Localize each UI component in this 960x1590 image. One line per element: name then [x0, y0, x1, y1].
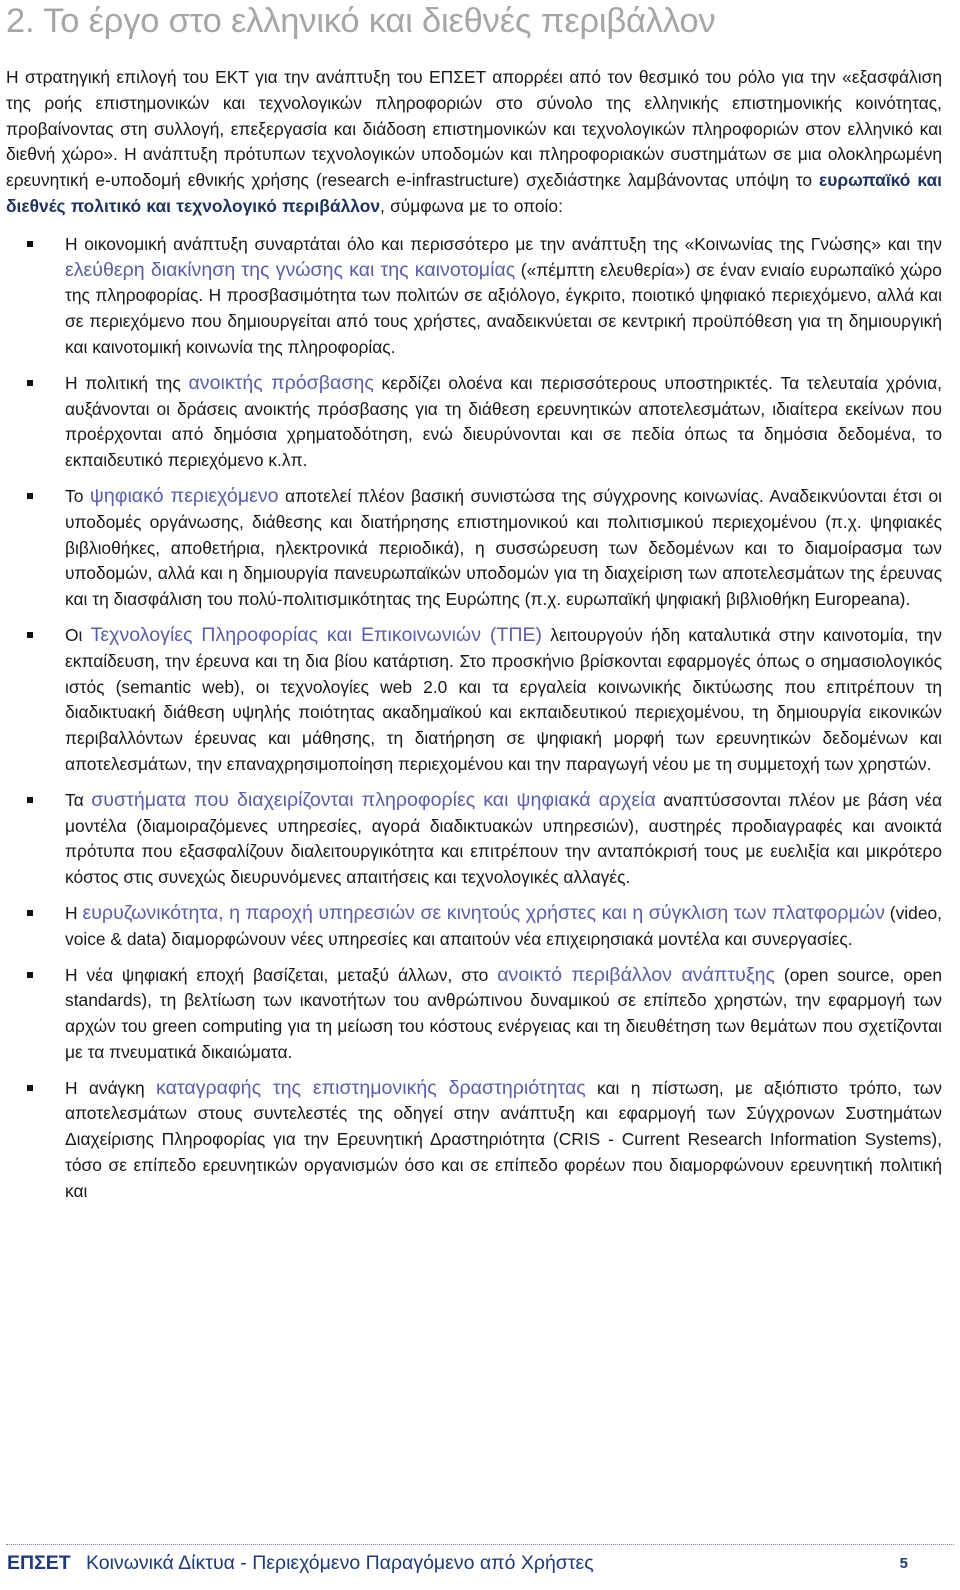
bullet-highlight: ευρυζωνικότητα, η παροχή υπηρεσιών σε κινητούς χρήστες και η σύγκλιση των πλατφορμών — [82, 901, 885, 924]
square-bullet-icon — [27, 797, 33, 803]
section-heading: 2. Το έργο στο ελληνικό και διεθνές περιβάλλον — [6, 2, 716, 40]
square-bullet-icon — [27, 493, 33, 499]
bullet-text: Η πολιτική της — [65, 372, 189, 393]
square-bullet-icon — [27, 1085, 33, 1091]
footer-subtitle: Κοινωνικά Δίκτυα - Περιεχόμενο Παραγόμενο από Χρήστες — [86, 1552, 594, 1574]
intro-bold-phrase: ευρωπαϊκό και διεθνές πολιτικό και τεχνολογικό περιβάλλον — [6, 170, 943, 216]
page-number: 5 — [899, 1555, 908, 1572]
document-page — [6, 0, 942, 1215]
bullet-highlight: ανοικτής πρόσβασης — [188, 371, 374, 394]
bullet-text: Η — [65, 902, 83, 923]
bullet-text: (open source, open standards), τη βελτίωση των ικανοτήτων του ανθρώπινου δυναμικού σε επίπεδο χρηστών, την εφαρμογή των αρχών του green computing για τη μείωση του κόστους ενέργειας και τη διευθέτηση των θεμάτων που σχετίζονται με τα πνευματικά δικαιώματα. — [65, 964, 943, 1062]
bullet-text: Η οικονομική ανάπτυξη συναρτάται όλο και περισσότερο με την ανάπτυξη της «Κοινωνίας της Γνώσης» και την — [65, 233, 942, 254]
bullet-highlight: ανοικτό περιβάλλον ανάπτυξης — [497, 963, 775, 986]
bullet-text: Το — [65, 485, 90, 506]
bullet-text: («πέμπτη ελευθερία») σε έναν ενιαίο ευρωπαϊκό χώρο της πληροφορίας. Η προσβασιμότητα των πολιτών σε αξιόλογο, έγκριτο, ποιοτικό ψηφιακό περιεχόμενο, αλλά και σε περιεχόμενο που δημιουργείται από τους χρήστες, αναδεικνύεται σε κεντρική προϋπόθεση για τη δημιουργική και καινοτομική κοινωνία της πληροφορίας. — [65, 259, 942, 357]
bullet-item-4 — [6, 623, 942, 778]
intro-paragraph — [6, 65, 942, 220]
intro-text: Η στρατηγική επιλογή του ΕΚΤ για την ανάπτυξη του ΕΠΣΕΤ απορρέει από τον θεσμικό του ρόλο για την «εξασφάλιση της ροής επιστημονικών και τεχνολογικών πληροφοριών στο σύνολο της ελληνικής επιστημονικής κοινότητας, προβαίνοντας στη συλλογή, επεξεργασία και διάδοση επιστημονικών και τεχνολογικών πληροφοριών στον ελληνικό και διεθνή χώρο». Η ανάπτυξη πρότυπων τεχνολογικών υποδομών και πληροφοριακών συστημάτων σε μια ολοκληρωμένη ερευνητική e-υποδομή εθνικής χρήσης (research e-infrastructure) σχεδιάστηκε λαμβάνοντας υπόψη το — [6, 67, 942, 191]
square-bullet-icon — [27, 241, 33, 247]
bullet-text: αναπτύσσονται πλέον με βάση νέα μοντέλα (διαμοιραζόμενες υπηρεσίες, αγορά διαδικτυακών υπηρεσιών), αυστηρές προδιαγραφές και ανοικτά πρότυπα που εξασφαλίζουν διαλειτουργικότητα και επιτρέπουν την ανταπόκρισή τους με ευελιξία και μικρότερο κόστος στις συνεχώς διευρυνόμενες απαιτήσεις και τεχνολογικές αλλαγές. — [65, 789, 943, 888]
intro-text-end: , σύμφωνα με το οποίο: — [380, 195, 563, 216]
bullet-text: (video, voice & data) διαμορφώνουν νέες υπηρεσίες και απαιτούν νέα επιχειρησιακά μοντέλα και συνεργασίες. — [65, 902, 942, 949]
page-footer — [0, 1540, 960, 1590]
bullet-item-2 — [6, 371, 942, 474]
bullet-item-5 — [6, 788, 942, 891]
footer-brand: ΕΠΣΕΤ — [7, 1552, 71, 1574]
bullet-list — [6, 232, 942, 1205]
square-bullet-icon — [27, 380, 33, 386]
bullet-text: Οι — [65, 624, 91, 645]
bullet-highlight: ψηφιακό περιεχόμενο — [89, 484, 279, 507]
bullet-text: λειτουργούν ήδη καταλυτικά στην καινοτομία, την εκπαίδευση, την έρευνα και τη δια βίου κατάρτιση. Στο προσκήνιο βρίσκονται εφαρμογές όπως ο σημασιολογικός ιστός (semantic web), οι τεχνολογίες web 2.0 και τα εργαλεία κοινωνικής δικτύωσης που επιτρέπουν τη διαδικτυακή διάθεση υψηλής ποιότητας ακαδημαϊκού και εκπαιδευτικού περιεχομένου, τη δημιουργία εικονικών περιβαλλόντων έρευνας και μάθησης, τη διατήρηση σε ψηφιακή μορφή των ερευνητικών δεδομένων και αποτελεσμάτων, την επαναχρησιμοποίηση περιεχομένου και την παραγωγή νέου με τη συμμετοχή των χρηστών. — [65, 624, 942, 774]
bullet-item-3 — [6, 484, 942, 613]
bullet-item-1 — [6, 232, 942, 361]
bullet-highlight: συστήματα που διαχειρίζονται πληροφορίες και ψηφιακά αρχεία — [91, 788, 656, 811]
bullet-item-8 — [6, 1076, 942, 1205]
square-bullet-icon — [27, 910, 33, 916]
bullet-item-7 — [6, 963, 942, 1066]
bullet-highlight: ελεύθερη διακίνηση της γνώσης και της καινοτομίας — [65, 258, 516, 281]
bullet-text: Η νέα ψηφιακή εποχή βασίζεται, μεταξύ άλλων, στο — [65, 964, 498, 985]
bullet-text: κερδίζει ολοένα και περισσότερους υποστηρικτές. Τα τελευταία χρόνια, αυξάνονται οι δράσεις ανοικτής πρόσβασης για τη διάθεση ερευνητικών αποτελεσμάτων, ιδιαίτερα εκείνων που προέρχονται από δημόσια χρηματοδότηση, ενώ διευρύνονται και σε πεδία όπως τα δημόσια δεδομένα, το εκπαιδευτικό περιεχόμενο κ.λπ. — [65, 372, 942, 471]
bullet-item-6 — [6, 901, 942, 953]
square-bullet-icon — [27, 972, 33, 978]
bullet-text: Η ανάγκη — [65, 1077, 157, 1098]
bullet-highlight: Τεχνολογίες Πληροφορίας και Επικοινωνιών (ΤΠΕ) — [90, 623, 543, 646]
bullet-text: Τα — [65, 789, 92, 810]
bullet-text: και η πίστωση, με αξιόπιστο τρόπο, των αποτελεσμάτων στους συντελεστές της οδηγεί στην ανάπτυξη και εφαρμογή των Σύγχρονων Συστημάτων Διαχείρισης Πληροφορίας για την Ερευνητική Δραστηριότητα (CRIS - Current Research Information Systems), τόσο σε επίπεδο ερευνητικών οργανισμών όσο και σε επίπεδο φορέων που διαμορφώνουν ερευνητική πολιτική και — [65, 1077, 943, 1201]
bullet-text: αποτελεί πλέον βασική συνιστώσα της σύγχρονης κοινωνίας. Αναδεικνύονται έτσι οι υποδομές οργάνωσης, διάθεσης και διατήρησης επιστημονικού και πολιτισμικού περιεχομένου (π.χ. ψηφιακές βιβλιοθήκες, αποθετήρια, ηλεκτρονικά περιοδικά), η συσσώρευση των δεδομένων και το διαμοίρασμα των υποδομών, αλλά και η δημιουργία πανευρωπαϊκών υποδομών για τη διαχείριση των αποτελεσμάτων της έρευνας και τη διασφάλιση του πολύ-πολιτισμικότητας της Ευρώπης (π.χ. ευρωπαϊκή ψηφιακή βιβλιοθήκη Europeana). — [65, 485, 943, 610]
bullet-highlight: καταγραφής της επιστημονικής δραστηριότητας — [156, 1076, 586, 1099]
square-bullet-icon — [27, 632, 33, 638]
